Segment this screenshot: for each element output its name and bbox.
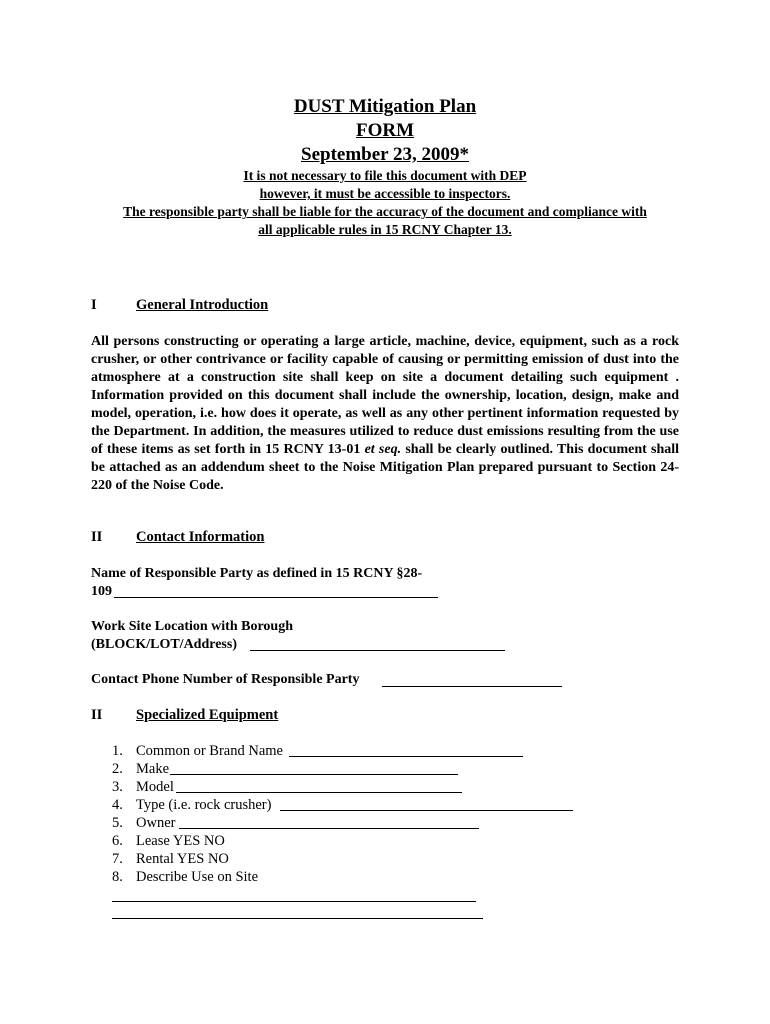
list-item-label: Lease YES NO bbox=[136, 833, 225, 849]
paragraph-italic-text: et seq. bbox=[364, 442, 402, 457]
work-site-field[interactable] bbox=[250, 650, 505, 651]
list-item-label: Make bbox=[136, 761, 170, 777]
section-1-numeral: I bbox=[91, 297, 97, 313]
list-item: 2. Make bbox=[112, 761, 170, 777]
form-title: DUST Mitigation Plan bbox=[293, 96, 477, 117]
paragraph-text-part-1: All persons constructing or operating a large article, machine, device, equipment, such as a rock crusher, or other contrivance or facility capable of causing or permitting emission of dust into the atmosphere at a construction site shall keep on site a document detailing such equipment . Information provided on this document shall include the ownership, location, design, make and model, operation, i.e. how does it operate, as well as any other pertinent information requested by the Department. In addition, the measures utilized to reduce dust emissions resulting from the use of these items as set forth in 15 RCNY 13-01 bbox=[91, 334, 679, 457]
contact-phone-label: Contact Phone Number of Responsible Party bbox=[91, 672, 360, 687]
type-field[interactable] bbox=[280, 810, 573, 811]
notice-line-1: It is not necessary to file this document with DEP bbox=[243, 168, 527, 183]
responsible-party-label-cont: 109 bbox=[91, 584, 112, 599]
section-3-heading: Specialized Equipment bbox=[136, 707, 279, 723]
list-item: 1. Common or Brand Name bbox=[112, 743, 283, 759]
section-2-numeral: II bbox=[91, 529, 103, 545]
describe-use-line-1[interactable] bbox=[112, 901, 476, 902]
list-item: 6. Lease YES NO bbox=[112, 833, 225, 849]
work-site-label-cont: (BLOCK/LOT/Address) bbox=[91, 637, 237, 652]
section-1-heading: General Introduction bbox=[136, 297, 269, 313]
notice-line-4: all applicable rules in 15 RCNY Chapter 13. bbox=[258, 222, 512, 237]
list-item: 3. Model bbox=[112, 779, 174, 795]
notice-line-2: however, it must be accessible to inspectors. bbox=[259, 186, 511, 201]
list-item: 5. Owner bbox=[112, 815, 176, 831]
list-item-label: Owner bbox=[136, 815, 176, 831]
model-field[interactable] bbox=[176, 792, 462, 793]
list-item: 7. Rental YES NO bbox=[112, 851, 229, 867]
list-item-label: Common or Brand Name bbox=[136, 743, 283, 759]
equipment-list bbox=[112, 742, 283, 886]
list-item-label: Model bbox=[136, 779, 174, 795]
owner-field[interactable] bbox=[179, 828, 479, 829]
section-3-numeral: II bbox=[91, 707, 103, 723]
list-item: 4. Type (i.e. rock crusher) bbox=[112, 797, 272, 813]
list-item-label: Describe Use on Site bbox=[136, 869, 259, 885]
work-site-label: Work Site Location with Borough bbox=[91, 619, 293, 634]
make-field[interactable] bbox=[170, 774, 458, 775]
contact-phone-field[interactable] bbox=[382, 686, 562, 687]
list-item-label: Type (i.e. rock crusher) bbox=[136, 797, 272, 813]
paragraph-text-part-2: shall be clearly outlined. This document shall be attached as an addendum sheet to the Noise Mitigation Plan prepared pursuant to Section 24-220 of the Noise Code. bbox=[91, 442, 680, 493]
general-introduction-paragraph bbox=[91, 333, 679, 495]
list-item: 8. Describe Use on Site bbox=[112, 869, 259, 885]
form-date: September 23, 2009* bbox=[301, 144, 469, 165]
section-2-heading: Contact Information bbox=[136, 529, 265, 545]
responsible-party-field[interactable] bbox=[114, 597, 438, 598]
responsible-party-label: Name of Responsible Party as defined in 15 RCNY §28- bbox=[91, 566, 423, 581]
notice-line-3: The responsible party shall be liable for the accuracy of the document and compliance with bbox=[123, 204, 647, 219]
form-subtitle: FORM bbox=[355, 120, 415, 141]
brand-name-field[interactable] bbox=[289, 756, 523, 757]
list-item-label: Rental YES NO bbox=[136, 851, 229, 867]
describe-use-line-2[interactable] bbox=[112, 918, 483, 919]
